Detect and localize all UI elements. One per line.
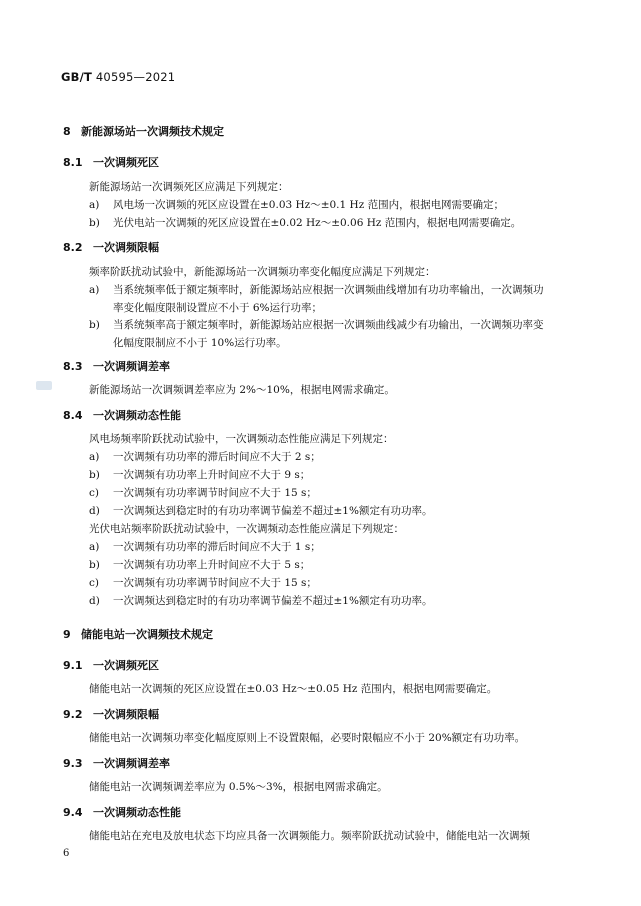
page-number: 6 — [63, 848, 70, 859]
clause-8-1-item-b: b) 光伏电站一次调频的死区应设置在±0.02 Hz～±0.06 Hz 范围内，根据电网需要确定。 — [89, 217, 522, 229]
clause-9-3-heading: 9.3 一次调频调差率 — [63, 757, 170, 770]
clause-8-1-item-a: a) 风电场一次调频的死区应设置在±0.03 Hz～±0.1 Hz 范围内，根据电网需要确定； — [89, 199, 505, 211]
margin-marker — [36, 381, 52, 390]
header-code: GB/T — [61, 70, 93, 84]
clause-9-4-heading: 9.4 一次调频动态性能 — [63, 806, 181, 819]
clause-8-2-intro: 频率阶跃扰动试验中，新能源场站一次调频功率变化幅度应满足下列规定： — [89, 266, 436, 278]
pv-item-a: a) 一次调频有功功率的滞后时间应不大于 1 s； — [89, 541, 321, 553]
pv-item-b: b) 一次调频有功功率上升时间应不大于 5 s； — [89, 559, 311, 571]
clause-8-4-pv-intro: 光伏电站频率阶跃扰动试验中，一次调频动态性能应满足下列规定： — [89, 523, 404, 535]
header-number: 40595—2021 — [92, 70, 176, 84]
standard-header — [61, 70, 175, 84]
section-9-heading: 9 储能电站一次调频技术规定 — [63, 628, 213, 641]
clause-8-3-text: 新能源场站一次调频调差率应为 2%～10%，根据电网需求确定。 — [89, 384, 395, 396]
clause-8-2-item-a-cont: 率变化幅度限制设置应不小于 6%运行功率； — [113, 302, 322, 314]
pv-item-c: c) 一次调频有功功率调节时间应不大于 15 s； — [89, 577, 317, 589]
clause-8-1-intro: 新能源场站一次调频死区应满足下列规定： — [89, 181, 289, 193]
wind-item-d: d) 一次调频达到稳定时的有功功率调节偏差不超过±1%额定有功功率。 — [89, 505, 433, 517]
clause-8-4-wind-intro: 风电场频率阶跃扰动试验中，一次调频动态性能应满足下列规定： — [89, 433, 394, 445]
clause-9-3-text: 储能电站一次调频调差率应为 0.5%～3%，根据电网需求确定。 — [89, 781, 388, 793]
clause-8-2-item-b-cont: 化幅度限制应不小于 10%运行功率。 — [113, 337, 287, 349]
clause-8-2-item-a: a) 当系统频率低于额定频率时，新能源场站应根据一次调频曲线增加有功功率输出，一次调频功 — [89, 284, 544, 296]
clause-9-2-heading: 9.2 一次调频限幅 — [63, 708, 159, 721]
clause-9-1-heading: 9.1 一次调频死区 — [63, 659, 159, 672]
clause-8-2-item-b: b) 当系统频率高于额定频率时，新能源场站应根据一次调频曲线减少有功输出，一次调频功率变 — [89, 319, 544, 331]
clause-9-1-text: 储能电站一次调频的死区应设置在±0.03 Hz～±0.05 Hz 范围内，根据电网需要确定。 — [89, 683, 498, 695]
wind-item-c: c) 一次调频有功功率调节时间应不大于 15 s； — [89, 487, 317, 499]
clause-8-2-heading: 8.2 一次调频限幅 — [63, 241, 159, 254]
wind-item-a: a) 一次调频有功功率的滞后时间应不大于 2 s； — [89, 451, 321, 463]
clause-9-4-text: 储能电站在充电及放电状态下均应具备一次调频能力。频率阶跃扰动试验中，储能电站一次调频 — [89, 830, 530, 842]
pv-item-d: d) 一次调频达到稳定时的有功功率调节偏差不超过±1%额定有功功率。 — [89, 595, 433, 607]
section-8-heading: 8 新能源场站一次调频技术规定 — [63, 125, 224, 138]
clause-9-2-text: 储能电站一次调频功率变化幅度原则上不设置限幅，必要时限幅应不小于 20%额定有功功率。 — [89, 732, 526, 744]
clause-8-3-heading: 8.3 一次调频调差率 — [63, 360, 170, 373]
clause-8-1-heading: 8.1 一次调频死区 — [63, 156, 159, 169]
clause-8-4-heading: 8.4 一次调频动态性能 — [63, 409, 181, 422]
wind-item-b: b) 一次调频有功功率上升时间应不大于 9 s； — [89, 469, 311, 481]
